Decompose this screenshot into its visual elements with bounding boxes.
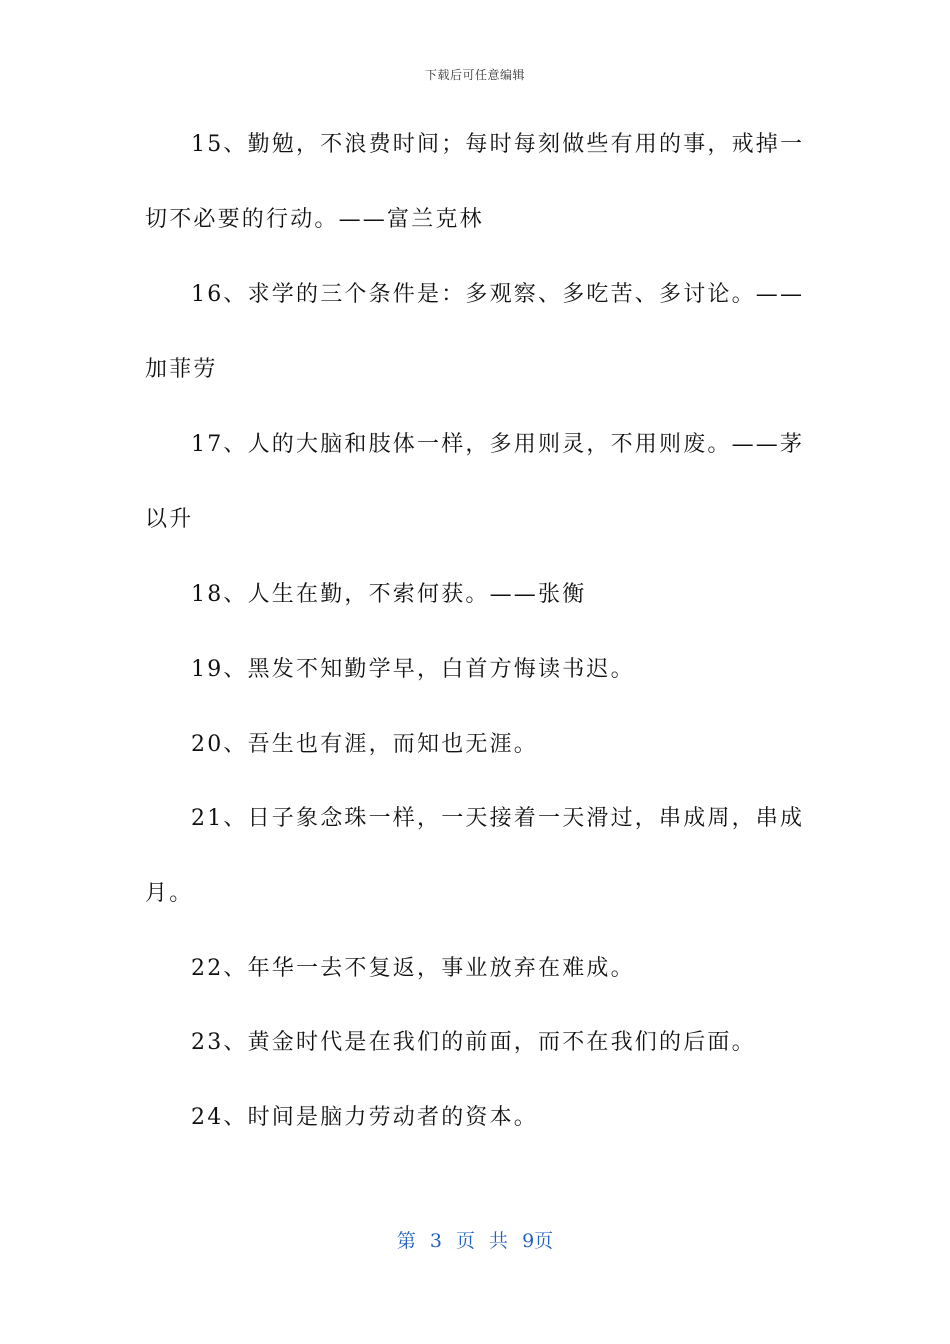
page-number-footer: 第 3 页 共 9页 <box>396 1230 554 1252</box>
page-header: 下载后可任意编辑 <box>424 68 525 82</box>
quote-21-line-2: 月。 <box>145 881 194 906</box>
quote-17-line-1: 17、人的大脑和肢体一样，多用则灵，不用则废。——茅 <box>191 432 805 457</box>
quote-15-line-2: 切不必要的行动。——富兰克林 <box>145 207 484 232</box>
quote-18: 18、人生在勤，不索何获。——张衡 <box>191 582 587 607</box>
quote-21-line-1: 21、日子象念珠一样，一天接着一天滑过，串成周，串成 <box>191 806 805 831</box>
quote-24: 24、时间是脑力劳动者的资本。 <box>191 1105 538 1130</box>
quote-23: 23、黄金时代是在我们的前面，而不在我们的后面。 <box>191 1030 756 1055</box>
quote-16-line-2: 加菲劳 <box>145 357 218 382</box>
quote-22: 22、年华一去不复返，事业放弃在难成。 <box>191 956 635 981</box>
quote-19: 19、黑发不知勤学早，白首方悔读书迟。 <box>191 657 635 682</box>
quote-15-line-1: 15、勤勉，不浪费时间；每时每刻做些有用的事，戒掉一 <box>191 132 805 157</box>
quote-16-line-1: 16、求学的三个条件是：多观察、多吃苦、多讨论。—— <box>191 282 805 307</box>
quote-20: 20、吾生也有涯，而知也无涯。 <box>191 732 538 757</box>
quote-17-line-2: 以升 <box>145 507 194 532</box>
